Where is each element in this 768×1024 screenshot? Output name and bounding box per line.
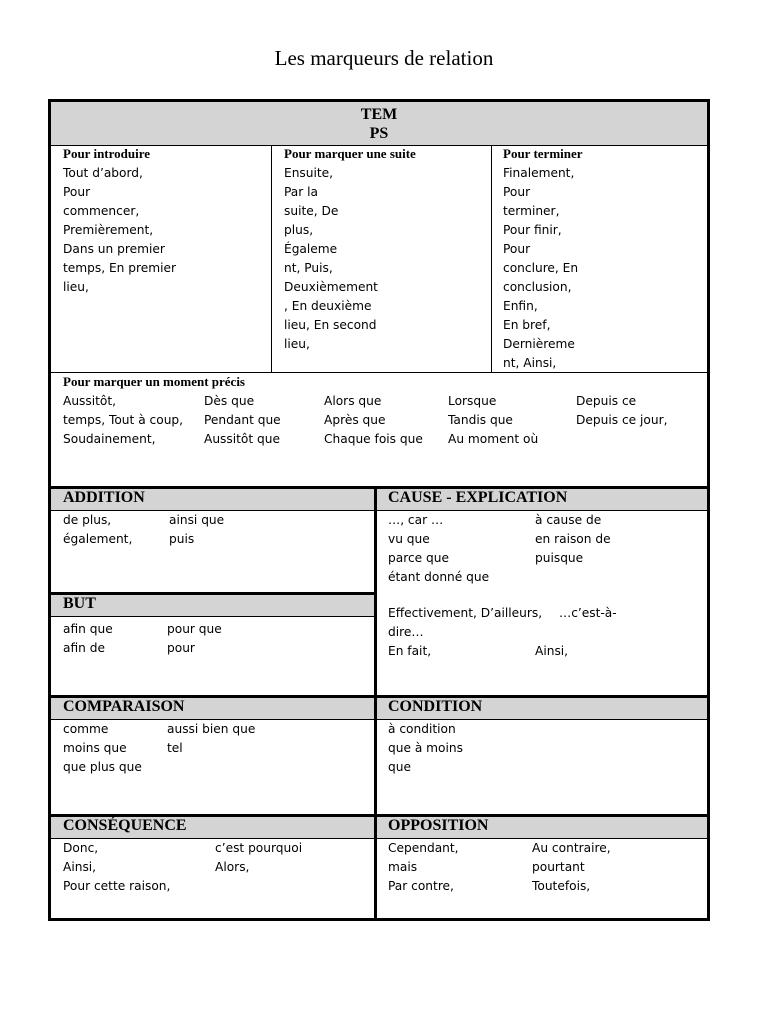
divider	[51, 616, 374, 617]
moment-col1: Aussitôt, temps, Tout à coup, Soudainement,	[63, 394, 184, 446]
cause-en-fait: En fait,	[388, 644, 432, 658]
divider	[51, 372, 707, 373]
divider	[51, 719, 707, 720]
temps-title-line2: PS	[369, 125, 389, 142]
moment-heading: Pour marquer un moment précis	[63, 374, 245, 389]
opposition-col1: Cependant, mais Par contre,	[388, 841, 459, 893]
consequence-col2: c’est pourquoi Alors,	[215, 841, 303, 874]
comparaison-col2: aussi bien que tel	[167, 722, 256, 755]
cause-cest-a: …c’est-à-	[559, 606, 617, 620]
condition-title: CONDITION	[388, 698, 483, 715]
but-header-band	[51, 595, 374, 616]
relation-markers-table	[48, 99, 710, 921]
addition-col1: de plus, également,	[63, 513, 133, 546]
but-title: BUT	[63, 595, 96, 612]
moment-col3: Alors que Après que Chaque fois que	[324, 394, 423, 446]
suite-heading: Pour marquer une suite	[284, 146, 416, 161]
opposition-title: OPPOSITION	[388, 817, 489, 834]
divider	[271, 145, 272, 372]
consequence-col1: Donc, Ainsi, Pour cette raison,	[63, 841, 171, 893]
suite-list: Ensuite, Par la suite, De plus, Égaleme nt, Puis, Deuxièmement , En deuxième lieu, En second lieu,	[284, 166, 378, 351]
addition-title: ADDITION	[63, 489, 145, 506]
addition-col2: ainsi que puis	[169, 513, 225, 546]
introduire-list: Tout d’abord, Pour commencer, Premièrement, Dans un premier temps, En premier lieu,	[63, 166, 177, 294]
terminer-heading: Pour terminer	[503, 146, 583, 161]
moment-col4: Lorsque Tandis que Au moment où	[448, 394, 539, 446]
cause-effectivement: Effectivement, D’ailleurs,	[388, 606, 543, 620]
page-title: Les marqueurs de relation	[274, 46, 494, 70]
cause-col1: …, car … vu que parce que étant donné que	[388, 513, 490, 584]
but-col1: afin que afin de	[63, 622, 113, 655]
moment-col2: Dès que Pendant que Aussitôt que	[204, 394, 281, 446]
opposition-col2: Au contraire, pourtant Toutefois,	[532, 841, 611, 893]
terminer-list: Finalement, Pour terminer, Pour finir, Pour conclure, En conclusion, Enfin, En bref, Dernièreme nt, Ainsi,	[503, 166, 579, 370]
comparaison-col1: comme moins que que plus que	[63, 722, 142, 774]
cause-dire: dire…	[388, 625, 424, 639]
moment-col5: Depuis ce Depuis ce jour,	[576, 394, 668, 427]
divider	[491, 145, 492, 372]
introduire-heading: Pour introduire	[63, 146, 151, 161]
comparaison-title: COMPARAISON	[63, 698, 185, 715]
cause-ainsi: Ainsi,	[535, 644, 569, 658]
but-col2: pour que pour	[167, 622, 222, 655]
condition-col1: à condition que à moins que	[388, 722, 463, 774]
cause-title: CAUSE - EXPLICATION	[388, 489, 568, 506]
consequence-title: CONSÉQUENCE	[63, 817, 187, 834]
temps-title-line1: TEM	[360, 106, 398, 123]
cause-col2: à cause de en raison de puisque	[535, 513, 611, 565]
